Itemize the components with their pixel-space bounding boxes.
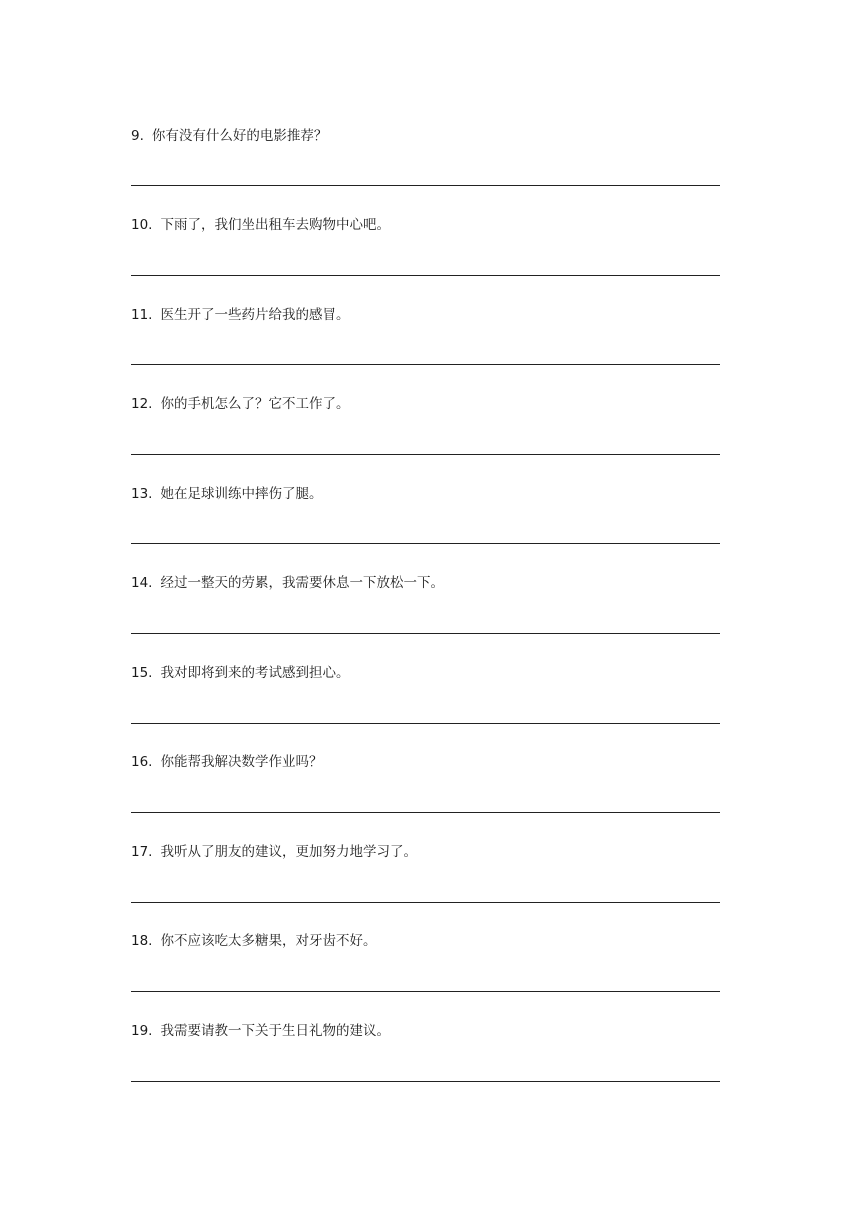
question-item	[131, 932, 720, 1022]
question-text	[131, 395, 349, 413]
question-number: 17.	[131, 844, 153, 860]
answer-line[interactable]	[131, 991, 720, 992]
question-sentence: 你有没有什么好的电影推荐？	[151, 128, 328, 144]
question-text	[131, 216, 390, 234]
question-sentence: 我需要请教一下关于生日礼物的建议。	[160, 1023, 390, 1039]
question-number: 19.	[131, 1023, 153, 1039]
question-number: 14.	[131, 575, 153, 591]
question-number: 9.	[131, 128, 144, 144]
answer-line[interactable]	[131, 1081, 720, 1082]
question-number: 16.	[131, 754, 153, 770]
answer-line[interactable]	[131, 812, 720, 813]
question-item	[131, 395, 720, 485]
question-text	[131, 753, 322, 771]
question-number: 15.	[131, 665, 153, 681]
question-item	[131, 127, 720, 217]
question-number: 18.	[131, 933, 153, 949]
question-sentence: 我听从了朋友的建议，更加努力地学习了。	[160, 844, 417, 860]
question-sentence: 我对即将到来的考试感到担心。	[160, 665, 350, 681]
question-number: 11.	[131, 307, 153, 323]
question-text	[131, 932, 376, 950]
question-number: 13.	[131, 486, 153, 502]
question-number: 10.	[131, 217, 153, 233]
answer-line[interactable]	[131, 633, 720, 634]
answer-line[interactable]	[131, 185, 720, 186]
question-text	[131, 1022, 390, 1040]
question-sentence: 下雨了，我们坐出租车去购物中心吧。	[160, 217, 390, 233]
answer-line[interactable]	[131, 543, 720, 544]
question-sentence: 经过一整天的劳累，我需要休息一下放松一下。	[160, 575, 444, 591]
question-sentence: 你的手机怎么了？它不工作了。	[160, 396, 350, 412]
question-item	[131, 216, 720, 306]
question-item	[131, 574, 720, 664]
question-text	[131, 485, 322, 503]
answer-line[interactable]	[131, 364, 720, 365]
question-item	[131, 485, 720, 575]
question-item	[131, 1022, 720, 1112]
question-item	[131, 664, 720, 754]
answer-line[interactable]	[131, 723, 720, 724]
question-text	[131, 664, 349, 682]
question-sentence: 你能帮我解决数学作业吗？	[160, 754, 323, 770]
question-text	[131, 843, 417, 861]
question-text	[131, 306, 349, 324]
question-item	[131, 753, 720, 843]
question-item	[131, 843, 720, 933]
question-sentence: 你不应该吃太多糖果，对牙齿不好。	[160, 933, 377, 949]
question-item	[131, 306, 720, 396]
question-text	[131, 127, 327, 145]
answer-line[interactable]	[131, 902, 720, 903]
question-text	[131, 574, 444, 592]
answer-line[interactable]	[131, 454, 720, 455]
answer-line[interactable]	[131, 275, 720, 276]
question-sentence: 医生开了一些药片给我的感冒。	[160, 307, 350, 323]
question-sentence: 她在足球训练中摔伤了腿。	[160, 486, 323, 502]
question-number: 12.	[131, 396, 153, 412]
